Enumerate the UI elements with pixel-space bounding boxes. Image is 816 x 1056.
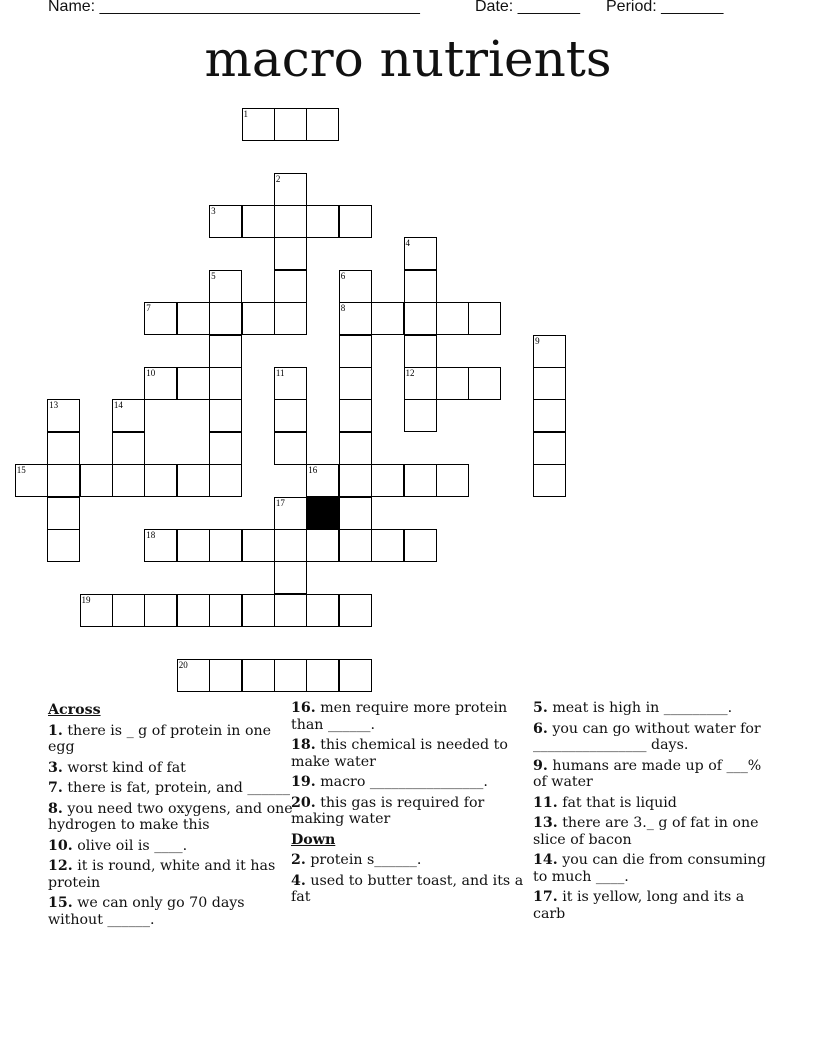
grid-cell[interactable] xyxy=(533,432,566,465)
clue-number: 6 xyxy=(340,270,346,281)
clue-item-number: 15. xyxy=(48,895,73,911)
grid-cell[interactable] xyxy=(177,302,210,335)
clue-item-number: 8. xyxy=(48,800,63,817)
clue-column-left xyxy=(48,700,293,932)
clue-number: 14 xyxy=(113,400,123,411)
grid-cell[interactable] xyxy=(468,302,501,335)
period-field[interactable]: Period: _______ xyxy=(606,0,724,15)
clue-item-number: 11. xyxy=(533,794,558,811)
clue-item xyxy=(291,737,536,770)
grid-cell[interactable] xyxy=(339,205,372,238)
clue-item xyxy=(533,815,778,848)
grid-cell[interactable] xyxy=(112,432,145,465)
grid-cell[interactable] xyxy=(209,367,242,400)
clue-item-text: there are 3._ g of fat in one slice of bacon xyxy=(533,815,759,848)
grid-cell[interactable] xyxy=(144,594,177,627)
grid-cell[interactable] xyxy=(404,302,437,335)
grid-cell[interactable] xyxy=(80,594,113,627)
grid-cell[interactable] xyxy=(177,464,210,497)
grid-cell[interactable] xyxy=(339,399,372,432)
grid-cell[interactable] xyxy=(274,561,307,594)
grid-cell[interactable] xyxy=(274,594,307,627)
grid-cell[interactable] xyxy=(436,367,469,400)
grid-cell[interactable] xyxy=(242,529,275,562)
grid-cell[interactable] xyxy=(209,270,242,303)
clue-item xyxy=(533,889,778,922)
grid-cell[interactable] xyxy=(533,464,566,497)
grid-cell[interactable] xyxy=(404,399,437,432)
blocked-cell xyxy=(306,497,339,530)
clue-item-number: 14. xyxy=(533,852,558,868)
grid-cell[interactable] xyxy=(404,335,437,368)
clue-item-number: 4. xyxy=(291,872,306,889)
grid-cell[interactable] xyxy=(404,464,437,497)
clue-item-number: 6. xyxy=(533,720,548,737)
clue-item-text: it is yellow, long and its a carb xyxy=(533,889,745,922)
clue-item-number: 18. xyxy=(291,737,316,753)
clue-number: 19 xyxy=(81,594,91,605)
clue-item xyxy=(291,852,536,869)
clue-item-number: 2. xyxy=(291,852,306,868)
clue-item xyxy=(48,858,293,891)
grid-cell[interactable] xyxy=(47,529,80,562)
grid-cell[interactable] xyxy=(306,108,339,141)
grid-cell[interactable] xyxy=(339,529,372,562)
grid-cell[interactable] xyxy=(468,367,501,400)
page-title: macro nutrients xyxy=(204,30,612,88)
grid-cell[interactable] xyxy=(144,464,177,497)
grid-cell[interactable] xyxy=(436,302,469,335)
grid-cell[interactable] xyxy=(274,432,307,465)
clue-item xyxy=(533,700,778,717)
grid-cell[interactable] xyxy=(339,594,372,627)
clue-number: 4 xyxy=(405,238,410,249)
grid-cell[interactable] xyxy=(339,497,372,530)
clue-item-text: worst kind of fat xyxy=(67,759,186,776)
grid-cell[interactable] xyxy=(404,237,437,270)
clue-item xyxy=(48,801,293,834)
clue-item xyxy=(48,780,293,797)
grid-cell[interactable] xyxy=(306,529,339,562)
clue-item xyxy=(291,795,536,828)
clue-number: 15 xyxy=(16,465,26,476)
grid-cell[interactable] xyxy=(533,367,566,400)
clue-item-text: this chemical is needed to make water xyxy=(291,737,508,770)
grid-cell[interactable] xyxy=(209,529,242,562)
clue-item-text: protein s______. xyxy=(310,852,422,868)
grid-cell[interactable] xyxy=(339,335,372,368)
down-clue-list-continued xyxy=(533,700,778,922)
grid-cell[interactable] xyxy=(112,399,145,432)
clue-item-text: there is fat, protein, and ______ xyxy=(67,780,290,796)
clue-item xyxy=(291,873,536,906)
grid-cell[interactable] xyxy=(177,594,210,627)
clue-item-text: macro ________________. xyxy=(320,774,488,790)
clue-item-number: 10. xyxy=(48,837,73,854)
grid-cell[interactable] xyxy=(112,594,145,627)
clue-number: 7 xyxy=(146,303,151,314)
clue-item xyxy=(48,838,293,855)
clue-number: 16 xyxy=(308,465,318,476)
grid-cell[interactable] xyxy=(404,529,437,562)
clue-column-right xyxy=(533,700,778,926)
grid-cell[interactable] xyxy=(144,302,177,335)
clue-item-text: you need two oxygens, and one hydrogen to make this xyxy=(48,800,293,833)
grid-cell[interactable] xyxy=(306,659,339,692)
name-field[interactable]: Name: ____________________________________ xyxy=(48,0,420,15)
clue-item-text: humans are made up of ___% of water xyxy=(533,757,762,790)
clue-item-text: this gas is required for making water xyxy=(291,794,485,827)
grid-cell[interactable] xyxy=(209,659,242,692)
clue-item xyxy=(48,760,293,777)
grid-cell[interactable] xyxy=(177,659,210,692)
clue-number: 10 xyxy=(146,368,156,378)
grid-cell[interactable] xyxy=(274,399,307,432)
grid-cell[interactable] xyxy=(242,659,275,692)
grid-cell[interactable] xyxy=(306,464,339,497)
grid-cell[interactable] xyxy=(371,464,404,497)
clue-item xyxy=(533,758,778,791)
clue-number: 8 xyxy=(340,303,346,314)
grid-cell[interactable] xyxy=(274,237,307,270)
grid-cell[interactable] xyxy=(177,529,210,562)
grid-cell[interactable] xyxy=(144,367,177,400)
grid-cell[interactable] xyxy=(533,399,566,432)
clue-number: 2 xyxy=(275,173,281,184)
clue-number: 11 xyxy=(275,368,285,378)
clue-item-number: 7. xyxy=(48,780,63,796)
grid-cell[interactable] xyxy=(274,497,307,530)
across-clue-list xyxy=(48,723,293,929)
grid-cell[interactable] xyxy=(339,464,372,497)
clue-item-text: you can die from consuming to much ____. xyxy=(533,852,766,885)
clue-number: 13 xyxy=(49,400,59,411)
clue-item-text: olive oil is ____. xyxy=(77,837,188,854)
grid-cell[interactable] xyxy=(339,302,372,335)
grid-cell[interactable] xyxy=(404,270,437,303)
grid-cell[interactable] xyxy=(306,205,339,238)
grid-cell[interactable] xyxy=(306,594,339,627)
clue-item-number: 5. xyxy=(533,700,548,716)
clue-item-text: there is _ g of protein in one egg xyxy=(48,722,272,755)
clue-number: 12 xyxy=(405,368,415,378)
grid-cell[interactable] xyxy=(339,367,372,400)
clue-number: 5 xyxy=(211,270,216,281)
down-clue-list xyxy=(291,852,536,906)
clue-number: 1 xyxy=(243,108,248,119)
grid-cell[interactable] xyxy=(339,659,372,692)
grid-cell[interactable] xyxy=(274,205,307,238)
grid-cell[interactable] xyxy=(274,529,307,562)
across-heading: Across xyxy=(48,702,101,718)
clue-column-middle xyxy=(291,700,536,910)
clue-number: 20 xyxy=(178,659,188,670)
grid-cell[interactable] xyxy=(274,659,307,692)
grid-cell[interactable] xyxy=(15,464,48,497)
grid-cell[interactable] xyxy=(80,464,113,497)
clue-item-text: we can only go 70 days without ______. xyxy=(48,895,245,928)
grid-cell[interactable] xyxy=(371,529,404,562)
grid-cell[interactable] xyxy=(274,173,307,206)
clue-item-number: 13. xyxy=(533,815,558,831)
grid-cell[interactable] xyxy=(533,335,566,368)
clue-item xyxy=(533,795,778,812)
clue-number: 3 xyxy=(211,206,216,216)
grid-cell[interactable] xyxy=(47,399,80,432)
clue-item xyxy=(533,852,778,885)
grid-cell[interactable] xyxy=(371,302,404,335)
clue-item-text: men require more protein than ______. xyxy=(291,700,508,733)
clue-item-text: you can go without water for ________________ days. xyxy=(533,720,761,753)
grid-cell[interactable] xyxy=(242,594,275,627)
grid-cell[interactable] xyxy=(242,302,275,335)
clue-item-number: 9. xyxy=(533,757,548,774)
clue-item-text: meat is high in _________. xyxy=(552,700,733,716)
grid-cell[interactable] xyxy=(436,464,469,497)
down-heading: Down xyxy=(291,831,336,848)
grid-cell[interactable] xyxy=(112,464,145,497)
grid-cell[interactable] xyxy=(47,464,80,497)
clue-item xyxy=(48,723,293,756)
grid-cell[interactable] xyxy=(209,302,242,335)
grid-cell[interactable] xyxy=(339,270,372,303)
date-field[interactable]: Date: _______ xyxy=(475,0,580,15)
clue-number: 9 xyxy=(535,335,540,346)
clue-item-text: it is round, white and it has protein xyxy=(48,858,276,891)
clue-item-number: 19. xyxy=(291,774,316,790)
clue-item-number: 20. xyxy=(291,794,316,811)
grid-cell[interactable] xyxy=(209,205,242,238)
grid-cell[interactable] xyxy=(177,367,210,400)
grid-cell[interactable] xyxy=(47,497,80,530)
grid-cell[interactable] xyxy=(209,432,242,465)
clue-item-text: fat that is liquid xyxy=(562,794,677,811)
grid-cell[interactable] xyxy=(274,270,307,303)
clue-item-number: 1. xyxy=(48,722,63,739)
grid-cell[interactable] xyxy=(274,108,307,141)
grid-cell[interactable] xyxy=(274,302,307,335)
grid-cell[interactable] xyxy=(144,529,177,562)
clue-item xyxy=(533,721,778,754)
grid-cell[interactable] xyxy=(242,108,275,141)
clue-number: 18 xyxy=(146,530,156,540)
grid-cell[interactable] xyxy=(209,464,242,497)
grid-cell[interactable] xyxy=(339,432,372,465)
clue-item xyxy=(291,774,536,791)
grid-cell[interactable] xyxy=(274,367,307,400)
clue-item xyxy=(291,700,536,733)
clue-item-number: 12. xyxy=(48,858,73,874)
grid-cell[interactable] xyxy=(404,367,437,400)
grid-cell[interactable] xyxy=(47,432,80,465)
grid-cell[interactable] xyxy=(242,205,275,238)
clue-item-number: 16. xyxy=(291,700,316,716)
clue-item-text: used to butter toast, and its a fat xyxy=(291,872,524,905)
clue-item-number: 17. xyxy=(533,889,558,905)
across-clue-list-continued xyxy=(291,700,536,828)
clue-item xyxy=(48,895,293,928)
grid-cell[interactable] xyxy=(209,594,242,627)
clue-item-number: 3. xyxy=(48,759,63,776)
grid-cell[interactable] xyxy=(209,335,242,368)
clue-number: 17 xyxy=(275,497,285,508)
grid-cell[interactable] xyxy=(209,399,242,432)
